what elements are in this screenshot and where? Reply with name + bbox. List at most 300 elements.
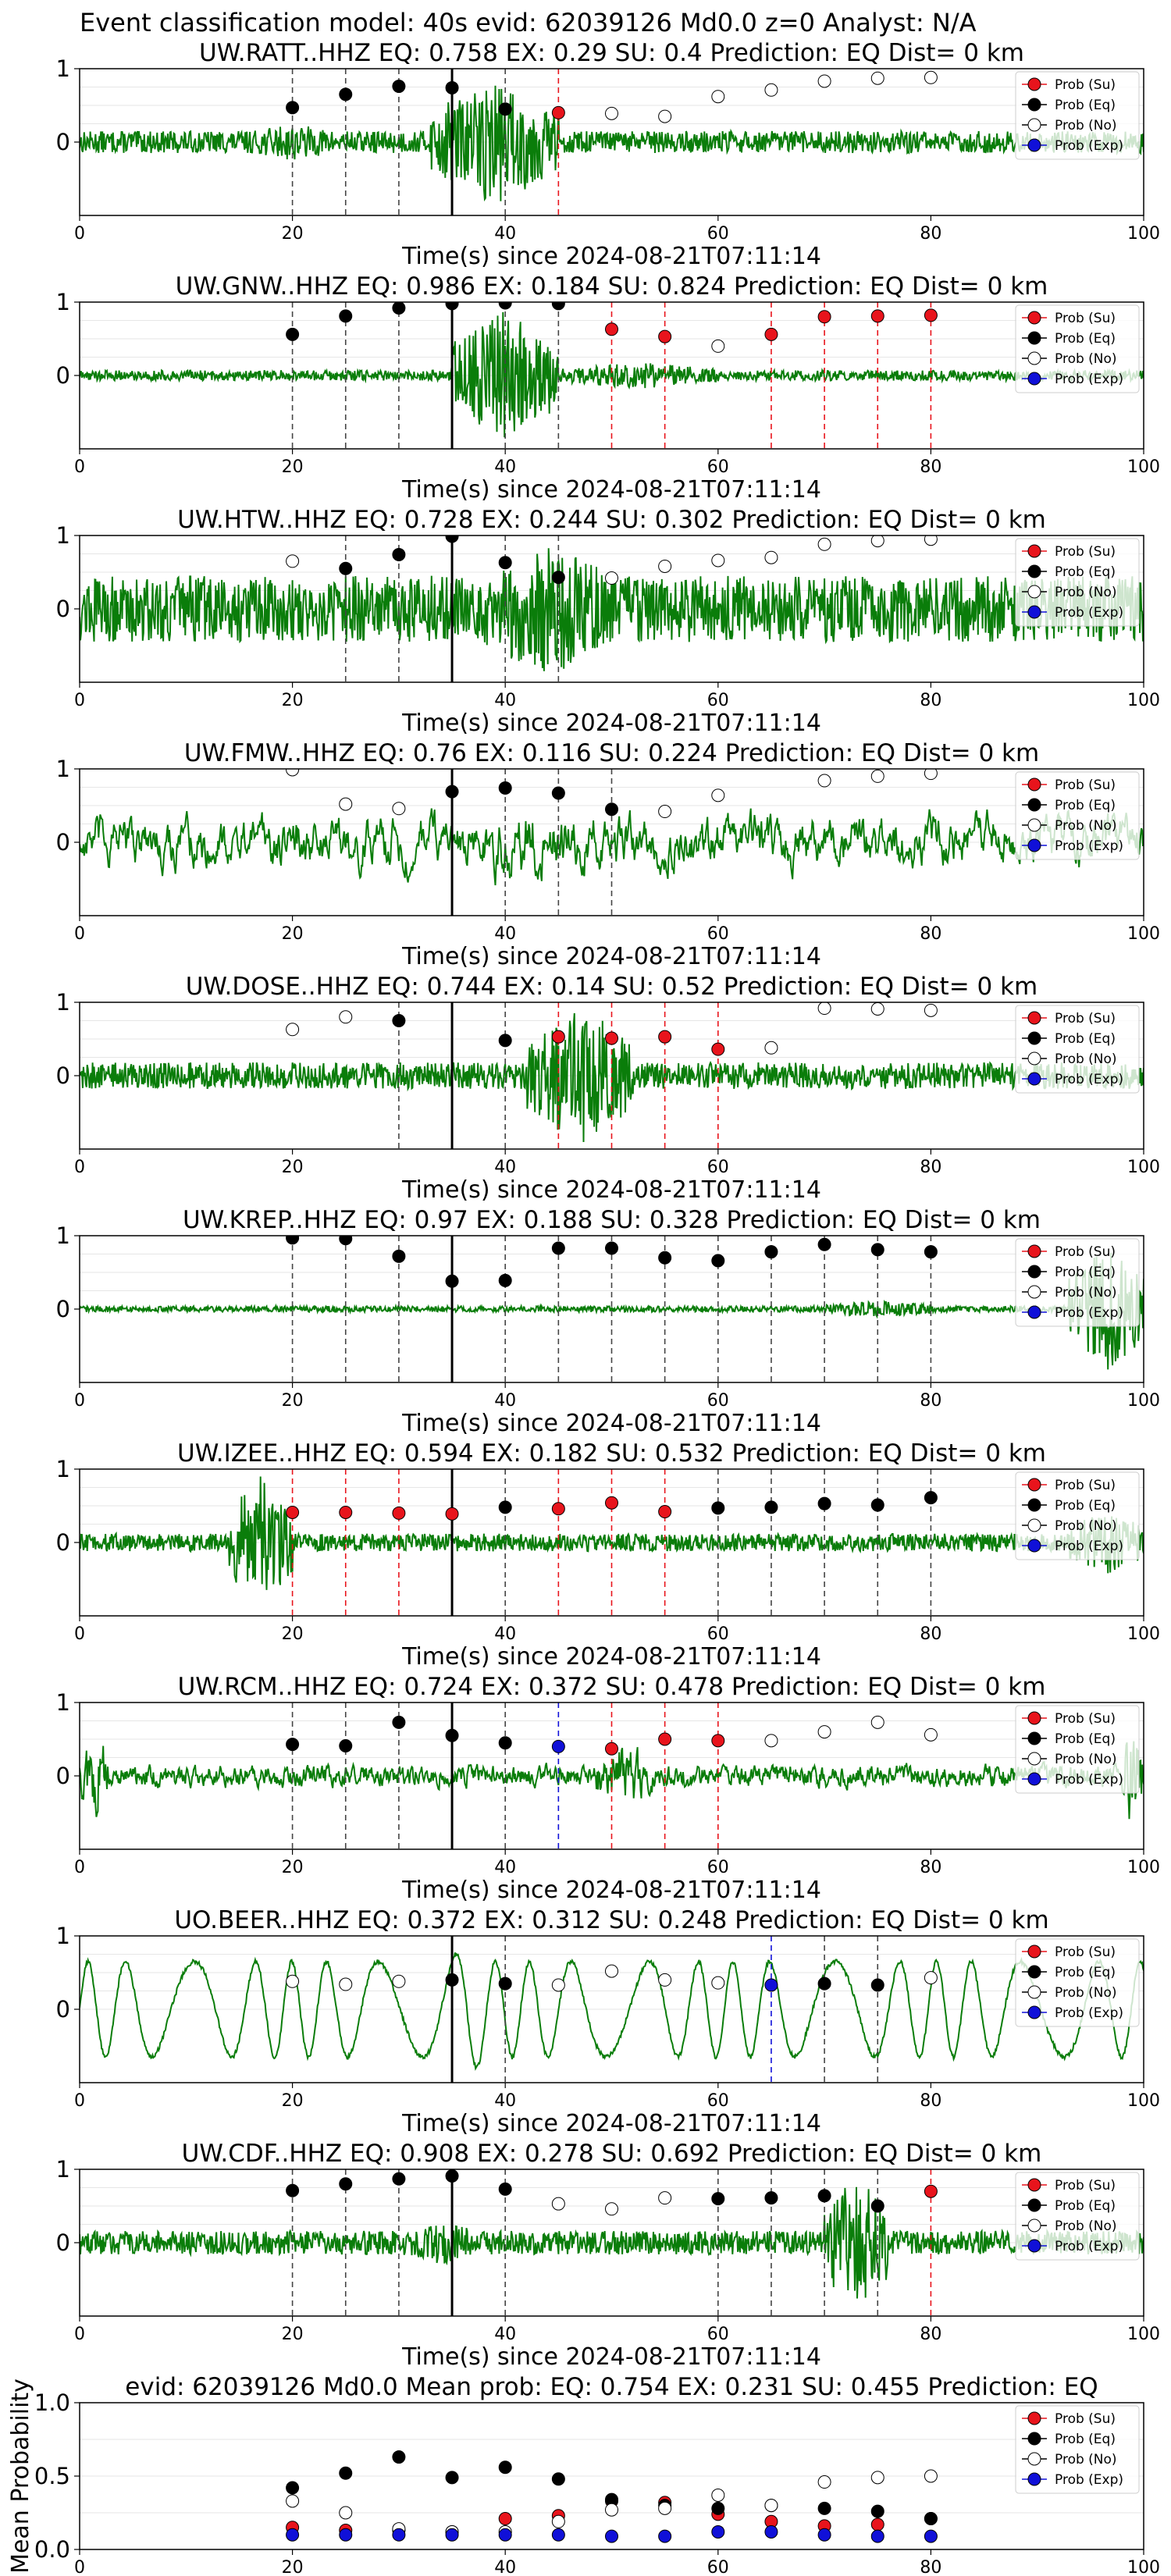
prob-point-exp: [552, 1740, 564, 1752]
prob-point-no: [659, 560, 671, 572]
legend-label-no: Prob (No): [1055, 1051, 1117, 1067]
legend-marker-su: [1028, 778, 1041, 791]
prob-point-su: [871, 310, 884, 322]
prob-point-eq: [393, 1716, 405, 1728]
y-tick-label: 1: [55, 1689, 70, 1716]
x-tick-label: 40: [494, 2325, 517, 2344]
x-tick-label: 40: [494, 924, 517, 944]
y-tick-label: 1: [55, 1222, 70, 1249]
legend-marker-exp: [1028, 1539, 1041, 1552]
y-tick-label: 0: [55, 1996, 70, 2023]
prob-point-eq: [818, 2190, 831, 2202]
legend-label-su: Prob (Su): [1055, 544, 1116, 560]
figure-title: Event classification model: 40s evid: 62039126 Md0.0 z=0 Analyst: N/A: [80, 8, 977, 37]
mean-prob-point-eq: [393, 2451, 405, 2464]
x-tick-label: 60: [707, 691, 729, 710]
prob-point-eq: [499, 1737, 511, 1749]
x-tick-label: 0: [74, 924, 85, 944]
y-tick-label: 0: [55, 2229, 70, 2256]
x-tick-label: 60: [707, 1158, 729, 1177]
legend-label-no: Prob (No): [1055, 585, 1117, 600]
panel-title: UW.GNW..HHZ EQ: 0.986 EX: 0.184 SU: 0.824 Prediction: EQ Dist= 0 km: [175, 272, 1048, 301]
legend-marker-exp: [1028, 2240, 1041, 2252]
legend-label-no: Prob (No): [1055, 351, 1117, 367]
x-tick-label: 80: [920, 924, 942, 944]
x-tick-label: 20: [281, 924, 304, 944]
prob-point-no: [871, 535, 884, 547]
mean-prob-point-exp: [606, 2530, 618, 2542]
legend-marker-exp: [1028, 839, 1041, 852]
y-tick-label: 1: [55, 989, 70, 1016]
prob-point-eq: [499, 1977, 511, 1990]
prob-point-eq: [393, 1015, 405, 1027]
x-tick-label: 60: [707, 1624, 729, 1644]
prob-point-no: [712, 91, 724, 103]
legend-marker-su: [1028, 78, 1041, 91]
legend-label-no: Prob (No): [1055, 1985, 1117, 2001]
legend-marker-no: [1028, 1052, 1041, 1065]
y-tick-label: 1: [55, 289, 70, 315]
legend-label-su: Prob (Su): [1055, 1011, 1116, 1026]
x-tick-label: 100: [1127, 1391, 1160, 1411]
legend-label-eq: Prob (Eq): [1055, 1498, 1116, 1514]
x-tick-label: 20: [281, 691, 304, 710]
prob-point-no: [818, 774, 831, 787]
prob-point-eq: [499, 103, 511, 116]
x-tick-label: 0: [74, 2325, 85, 2344]
prob-point-eq: [499, 557, 511, 569]
legend-label-eq: Prob (Eq): [1055, 798, 1116, 813]
x-tick-label: 80: [920, 691, 942, 710]
y-tick-label: 0: [55, 829, 70, 856]
y-tick-label: 1: [55, 1456, 70, 1482]
x-tick-label: 60: [707, 2325, 729, 2344]
prob-point-eq: [765, 1501, 778, 1514]
prob-point-no: [871, 1716, 884, 1728]
x-tick-label: 40: [494, 1624, 517, 1644]
x-tick-label: 20: [281, 1158, 304, 1177]
panel-title: UW.FMW..HHZ EQ: 0.76 EX: 0.116 SU: 0.224 Prediction: EQ Dist= 0 km: [183, 739, 1040, 767]
legend-marker-eq: [1028, 1032, 1041, 1044]
prob-point-eq: [712, 1502, 724, 1514]
prob-point-eq: [871, 2200, 884, 2212]
prob-point-exp: [765, 1979, 778, 1991]
x-tick-label: 80: [920, 457, 942, 477]
prob-point-eq: [552, 571, 564, 584]
mean-prob-point-exp: [818, 2528, 831, 2541]
prob-point-eq: [606, 1242, 618, 1254]
prob-point-su: [659, 1506, 671, 1518]
legend-label-no: Prob (No): [1055, 118, 1117, 133]
x-tick-label: 0: [74, 224, 85, 244]
legend-marker-su: [1028, 1945, 1041, 1958]
legend-marker-su: [1028, 2412, 1041, 2425]
prob-point-no: [765, 1735, 778, 1747]
y-tick-label: 1: [55, 1923, 70, 1949]
prob-point-no: [765, 84, 778, 96]
prob-point-no: [606, 1965, 618, 1977]
x-tick-label: 100: [1127, 457, 1160, 477]
legend-label-exp: Prob (Exp): [1055, 2472, 1124, 2488]
legend-label-su: Prob (Su): [1055, 1711, 1116, 1727]
mean-prob-point-exp: [659, 2530, 671, 2542]
legend-label-su: Prob (Su): [1055, 77, 1116, 93]
legend-marker-exp: [1028, 2006, 1041, 2019]
legend-label-su: Prob (Su): [1055, 1944, 1116, 1960]
legend-marker-no: [1028, 1752, 1041, 1765]
x-tick-label: 100: [1127, 2558, 1160, 2576]
y-tick-label: 0.0: [34, 2536, 70, 2563]
prob-point-no: [765, 1041, 778, 1054]
x-tick-label: 40: [494, 1391, 517, 1411]
prob-point-eq: [871, 1244, 884, 1256]
prob-point-eq: [499, 1034, 511, 1047]
mean-prob-point-exp: [499, 2528, 511, 2541]
prob-point-no: [287, 1975, 299, 1987]
y-tick-label: 0: [55, 1763, 70, 1789]
mean-prob-point-eq: [340, 2467, 352, 2479]
x-tick-label: 100: [1127, 1858, 1160, 1877]
x-tick-label: 100: [1127, 1158, 1160, 1177]
x-tick-label: 60: [707, 457, 729, 477]
legend-marker-exp: [1028, 372, 1041, 385]
prob-point-no: [924, 1004, 937, 1016]
legend-label-exp: Prob (Exp): [1055, 838, 1124, 854]
prob-point-eq: [446, 1729, 458, 1742]
legend-marker-eq: [1028, 2432, 1041, 2445]
legend-label-exp: Prob (Exp): [1055, 2239, 1124, 2254]
prob-point-no: [659, 1973, 671, 1986]
prob-point-su: [712, 1735, 724, 1747]
x-tick-label: 0: [74, 691, 85, 710]
prob-point-no: [871, 72, 884, 84]
legend-label-no: Prob (No): [1055, 1285, 1117, 1300]
mean-prob-point-eq: [818, 2502, 831, 2514]
mean-prob-point-no: [765, 2500, 778, 2512]
panel-title: UW.IZEE..HHZ EQ: 0.594 EX: 0.182 SU: 0.532 Prediction: EQ Dist= 0 km: [177, 1439, 1046, 1468]
legend-marker-eq: [1028, 1732, 1041, 1745]
x-tick-label: 20: [281, 1858, 304, 1877]
x-tick-label: 80: [920, 1158, 942, 1177]
prob-point-eq: [393, 548, 405, 560]
x-axis-label: Time(s) since 2024-08-21T07:11:14: [402, 2110, 821, 2137]
legend-label-eq: Prob (Eq): [1055, 331, 1116, 347]
legend-marker-su: [1028, 1712, 1041, 1724]
mean-prob-point-eq: [924, 2513, 937, 2525]
prob-point-eq: [499, 1501, 511, 1514]
prob-point-su: [818, 311, 831, 323]
mean-prob-point-exp: [393, 2528, 405, 2541]
legend-marker-su: [1028, 545, 1041, 557]
y-tick-label: 0: [55, 1062, 70, 1089]
x-tick-label: 100: [1127, 1624, 1160, 1644]
prob-point-eq: [765, 1246, 778, 1258]
x-tick-label: 20: [281, 2325, 304, 2344]
prob-point-eq: [871, 1979, 884, 1991]
legend-label-exp: Prob (Exp): [1055, 138, 1124, 154]
x-tick-label: 40: [494, 691, 517, 710]
panel-title: evid: 62039126 Md0.0 Mean prob: EQ: 0.754 EX: 0.231 SU: 0.455 Prediction: EQ: [125, 2373, 1098, 2401]
y-tick-label: 1: [55, 2156, 70, 2183]
legend-label-su: Prob (Su): [1055, 1478, 1116, 1493]
prob-point-eq: [393, 302, 405, 315]
y-axis-label: Mean Probability: [7, 2379, 34, 2574]
x-tick-label: 80: [920, 1391, 942, 1411]
prob-point-su: [606, 1496, 618, 1509]
mean-prob-point-eq: [552, 2473, 564, 2485]
x-tick-label: 20: [281, 2091, 304, 2111]
prob-point-no: [818, 1726, 831, 1738]
prob-point-eq: [871, 1499, 884, 1511]
legend-marker-su: [1028, 2179, 1041, 2191]
mean-prob-point-exp: [924, 2530, 937, 2542]
prob-point-su: [446, 1507, 458, 1520]
x-tick-label: 40: [494, 2558, 517, 2576]
mean-prob-point-no: [924, 2470, 937, 2482]
x-axis-label: Time(s) since 2024-08-21T07:11:14: [402, 1877, 821, 1904]
legend-label-exp: Prob (Exp): [1055, 1305, 1124, 1321]
legend-marker-su: [1028, 1012, 1041, 1024]
legend-label-su: Prob (Su): [1055, 777, 1116, 793]
legend-marker-no: [1028, 819, 1041, 831]
legend-label-eq: Prob (Eq): [1055, 1031, 1116, 1047]
legend-marker-exp: [1028, 1306, 1041, 1318]
panel-title: UW.HTW..HHZ EQ: 0.728 EX: 0.244 SU: 0.302 Prediction: EQ Dist= 0 km: [177, 506, 1046, 534]
legend-label-su: Prob (Su): [1055, 1244, 1116, 1260]
y-tick-label: 0: [55, 129, 70, 155]
prob-point-eq: [287, 1738, 299, 1751]
x-axis-label: Time(s) since 2024-08-21T07:11:14: [402, 476, 821, 503]
legend-label-no: Prob (No): [1055, 2218, 1117, 2234]
panel-title: UW.RCM..HHZ EQ: 0.724 EX: 0.372 SU: 0.478 Prediction: EQ Dist= 0 km: [177, 1673, 1046, 1701]
prob-point-no: [552, 2197, 564, 2210]
x-tick-label: 40: [494, 2091, 517, 2111]
legend-label-no: Prob (No): [1055, 1518, 1117, 1534]
prob-point-eq: [765, 2192, 778, 2204]
x-tick-label: 0: [74, 1391, 85, 1411]
x-tick-label: 20: [281, 1624, 304, 1644]
mean-prob-point-no: [818, 2476, 831, 2489]
prob-point-eq: [552, 787, 564, 799]
x-tick-label: 80: [920, 1624, 942, 1644]
prob-point-no: [924, 1728, 937, 1741]
legend-marker-eq: [1028, 565, 1041, 578]
x-axis-label: Time(s) since 2024-08-21T07:11:14: [402, 1643, 821, 1670]
panel-title: UW.KREP..HHZ EQ: 0.97 EX: 0.188 SU: 0.328 Prediction: EQ Dist= 0 km: [182, 1206, 1041, 1234]
prob-point-eq: [340, 562, 352, 575]
mean-prob-point-no: [552, 2515, 564, 2528]
y-tick-label: 1: [55, 55, 70, 82]
mean-prob-point-exp: [287, 2528, 299, 2541]
prob-point-eq: [340, 2178, 352, 2190]
prob-point-eq: [818, 1497, 831, 1510]
prob-point-no: [340, 1011, 352, 1023]
x-axis-label: Time(s) since 2024-08-21T07:11:14: [402, 943, 821, 970]
x-tick-label: 60: [707, 1391, 729, 1411]
prob-point-no: [393, 1975, 405, 1987]
panel-title: UW.RATT..HHZ EQ: 0.758 EX: 0.29 SU: 0.4 Prediction: EQ Dist= 0 km: [199, 39, 1024, 67]
legend-marker-eq: [1028, 1499, 1041, 1511]
mean-prob-point-no: [606, 2503, 618, 2516]
mean-prob-point-exp: [765, 2525, 778, 2538]
prob-point-su: [924, 309, 937, 322]
legend-marker-no: [1028, 352, 1041, 365]
legend-marker-no: [1028, 1286, 1041, 1298]
legend-label-eq: Prob (Eq): [1055, 1265, 1116, 1280]
prob-point-su: [287, 1506, 299, 1518]
legend-label-su: Prob (Su): [1055, 2178, 1116, 2194]
y-tick-label: 0: [55, 362, 70, 389]
prob-point-eq: [446, 1973, 458, 1986]
prob-point-no: [659, 110, 671, 123]
legend-label-no: Prob (No): [1055, 1752, 1117, 1767]
prob-point-eq: [499, 1274, 511, 1286]
prob-point-no: [765, 551, 778, 564]
legend-label-eq: Prob (Eq): [1055, 564, 1116, 580]
prob-point-eq: [287, 2184, 299, 2197]
prob-point-no: [606, 107, 618, 119]
prob-point-eq: [393, 1250, 405, 1262]
x-tick-label: 20: [281, 1391, 304, 1411]
legend-marker-exp: [1028, 2473, 1041, 2485]
x-tick-label: 80: [920, 1858, 942, 1877]
x-tick-label: 100: [1127, 2325, 1160, 2344]
legend-label-eq: Prob (Eq): [1055, 2198, 1116, 2214]
legend-label-eq: Prob (Eq): [1055, 1731, 1116, 1747]
legend-label-su: Prob (Su): [1055, 2411, 1116, 2427]
y-tick-label: 0: [55, 1529, 70, 1556]
prob-point-su: [606, 323, 618, 336]
mean-prob-point-exp: [340, 2528, 352, 2541]
prob-point-su: [606, 1032, 618, 1044]
prob-point-no: [712, 1976, 724, 1989]
legend-marker-eq: [1028, 332, 1041, 344]
prob-point-no: [393, 802, 405, 815]
x-tick-label: 40: [494, 224, 517, 244]
legend-marker-no: [1028, 2453, 1041, 2465]
legend-label-eq: Prob (Eq): [1055, 2432, 1116, 2447]
prob-point-eq: [499, 781, 511, 794]
y-tick-label: 0: [55, 596, 70, 622]
prob-point-eq: [446, 785, 458, 798]
mean-prob-point-eq: [871, 2505, 884, 2517]
prob-point-eq: [712, 1254, 724, 1267]
prob-point-su: [765, 328, 778, 340]
legend-marker-no: [1028, 1519, 1041, 1532]
legend-label-no: Prob (No): [1055, 2452, 1117, 2467]
mean-prob-point-su: [499, 2513, 511, 2525]
x-tick-label: 0: [74, 1624, 85, 1644]
y-tick-label: 0: [55, 1296, 70, 1322]
x-tick-label: 60: [707, 924, 729, 944]
prob-point-no: [712, 789, 724, 802]
prob-point-su: [552, 1503, 564, 1515]
prob-point-eq: [446, 81, 458, 94]
mean-prob-point-exp: [871, 2530, 884, 2542]
mean-prob-point-no: [340, 2507, 352, 2519]
x-tick-label: 0: [74, 1858, 85, 1877]
legend-label-no: Prob (No): [1055, 818, 1117, 834]
prob-point-no: [340, 798, 352, 810]
legend-marker-su: [1028, 311, 1041, 324]
legend-label-eq: Prob (Eq): [1055, 98, 1116, 113]
x-tick-label: 100: [1127, 2091, 1160, 2111]
prob-point-no: [924, 1972, 937, 1984]
legend-marker-su: [1028, 1478, 1041, 1491]
prob-point-no: [818, 75, 831, 87]
mean-prob-point-eq: [712, 2502, 724, 2514]
prob-point-eq: [446, 1275, 458, 1287]
x-tick-label: 20: [281, 2558, 304, 2576]
prob-point-no: [287, 1023, 299, 1036]
prob-point-no: [712, 340, 724, 352]
prob-point-no: [712, 554, 724, 567]
prob-point-eq: [393, 2172, 405, 2185]
legend-label-exp: Prob (Exp): [1055, 372, 1124, 387]
prob-point-no: [659, 806, 671, 818]
x-tick-label: 100: [1127, 224, 1160, 244]
prob-point-no: [818, 538, 831, 550]
prob-point-su: [552, 1030, 564, 1043]
x-tick-label: 0: [74, 2091, 85, 2111]
prob-point-eq: [393, 80, 405, 93]
x-tick-label: 80: [920, 224, 942, 244]
prob-point-su: [659, 1030, 671, 1043]
legend-marker-exp: [1028, 139, 1041, 151]
prob-point-su: [340, 1506, 352, 1518]
x-tick-label: 80: [920, 2091, 942, 2111]
prob-point-su: [712, 1043, 724, 1055]
prob-point-no: [552, 1979, 564, 1991]
legend-marker-su: [1028, 1245, 1041, 1258]
prob-point-su: [393, 1507, 405, 1519]
y-tick-label: 1.0: [34, 2389, 70, 2416]
legend-marker-exp: [1028, 606, 1041, 618]
mean-prob-point-exp: [712, 2525, 724, 2538]
x-axis-label: Time(s) since 2024-08-21T07:11:14: [402, 1176, 821, 1204]
y-tick-label: 1: [55, 522, 70, 549]
legend-marker-eq: [1028, 1265, 1041, 1278]
legend-label-exp: Prob (Exp): [1055, 605, 1124, 621]
mean-prob-point-exp: [446, 2528, 458, 2541]
prob-point-eq: [818, 1977, 831, 1990]
x-tick-label: 40: [494, 457, 517, 477]
mean-prob-point-su: [871, 2518, 884, 2531]
legend-marker-eq: [1028, 98, 1041, 111]
prob-point-eq: [499, 2183, 511, 2195]
prob-point-eq: [287, 328, 299, 340]
mean-prob-point-no: [659, 2502, 671, 2514]
prob-point-eq: [606, 803, 618, 816]
prob-point-eq: [712, 2193, 724, 2205]
mean-prob-point-no: [712, 2489, 724, 2501]
prob-point-eq: [924, 1246, 937, 1258]
prob-point-no: [340, 1978, 352, 1991]
prob-point-no: [659, 2192, 671, 2204]
prob-point-no: [606, 2203, 618, 2215]
x-axis-label: Time(s) since 2024-08-21T07:11:14: [402, 243, 821, 270]
prob-point-no: [924, 71, 937, 84]
prob-point-no: [818, 1002, 831, 1015]
x-tick-label: 0: [74, 1158, 85, 1177]
mean-prob-point-no: [287, 2495, 299, 2507]
legend-label-eq: Prob (Eq): [1055, 1965, 1116, 1980]
x-axis-label: Time(s) since 2024-08-21T07:11:14: [402, 710, 821, 737]
prob-point-no: [287, 555, 299, 568]
prob-point-su: [659, 330, 671, 343]
prob-point-su: [924, 2185, 937, 2197]
x-tick-label: 20: [281, 457, 304, 477]
